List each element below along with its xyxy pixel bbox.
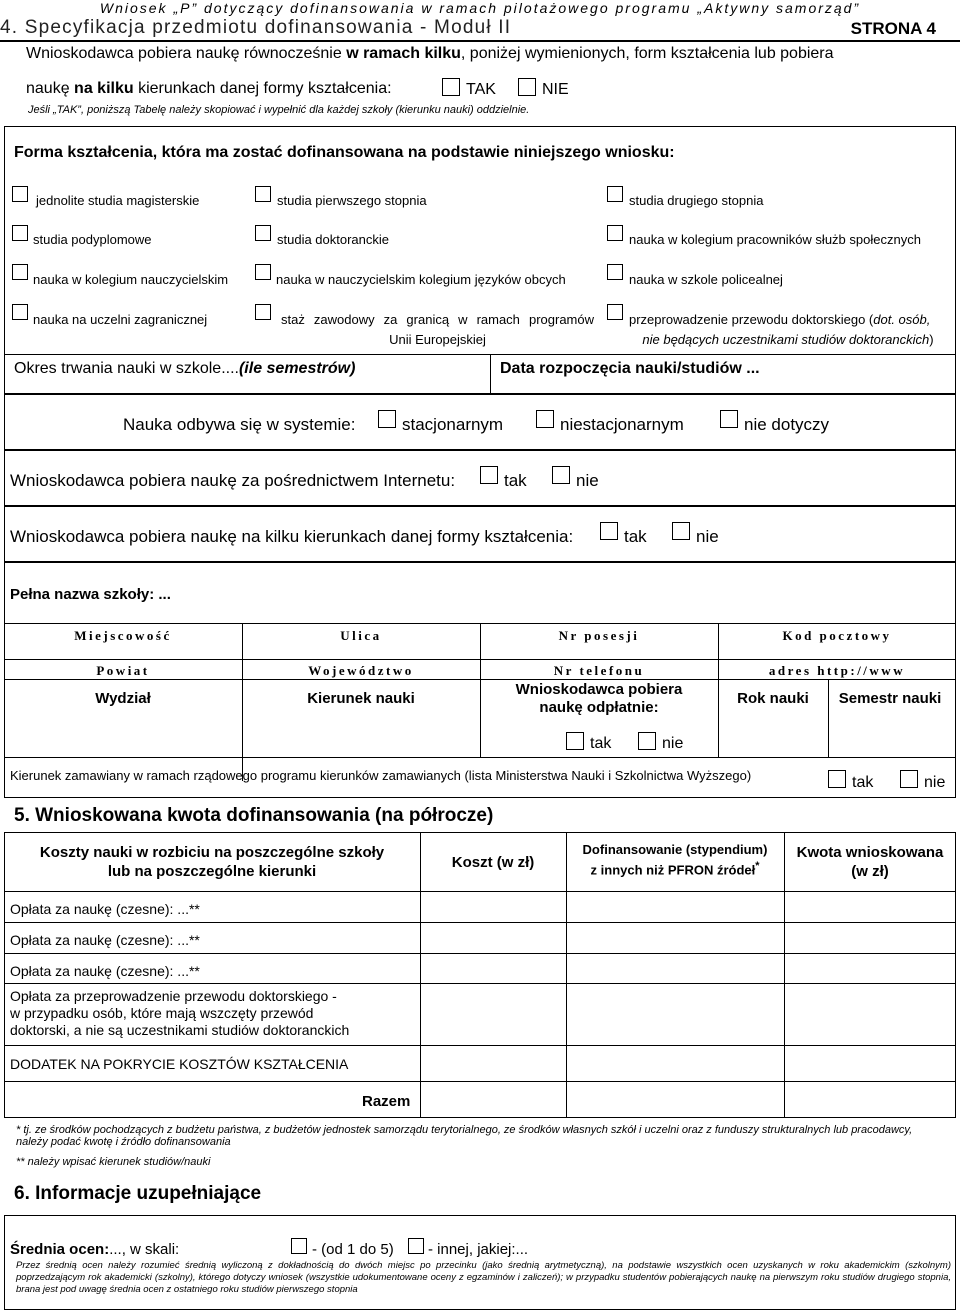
system-stacjonarnym-checkbox[interactable] (378, 410, 396, 428)
page-label: STRONA 4 (850, 19, 936, 38)
s5-rule-6 (4, 1081, 956, 1082)
s5-col2: Koszt (w zł) (451, 854, 535, 871)
kilku-tak-checkbox[interactable] (600, 522, 618, 540)
school-kierunek: Kierunek nauki (307, 690, 415, 707)
s5-rule-5 (4, 1045, 956, 1046)
internet-nie-checkbox[interactable] (552, 466, 570, 484)
school-paid-nie-label: nie (662, 735, 684, 752)
header-rule (0, 40, 960, 42)
checkbox-policealna[interactable] (607, 264, 623, 280)
checkbox-zagraniczna[interactable] (12, 304, 28, 320)
intro-note: Jeśli „TAK”, poniższą Tabelę należy skopiować i wypełnić dla każdej szkoły (kierunku nauki) oddzielnie. (28, 104, 530, 116)
checkbox-kolegium-jezykow[interactable] (255, 264, 271, 280)
system-stacjonarnym-label: stacjonarnym (402, 415, 504, 434)
s5-col3-a: Dofinansowanie (stypendium) (582, 842, 768, 857)
checkbox-doktoranckie[interactable] (255, 225, 271, 241)
s5-col1-b: lub na poszczególne kierunki (107, 863, 317, 880)
school-odplatnie-a: Wnioskodawca pobiera (515, 681, 683, 698)
school-nr-posesji: Nr posesji (558, 628, 640, 643)
school-kod: Kod pocztowy (782, 628, 892, 643)
school-semestr: Semestr nauki (838, 690, 942, 707)
s5-dodatek: DODATEK NA POKRYCIE KOSZTÓW KSZTAŁCENIA (10, 1056, 349, 1072)
option-kolegium-sluzb: nauka w kolegium pracowników służb społecznych (629, 232, 921, 247)
option-jednolite: jednolite studia magisterskie (36, 193, 200, 208)
intro-nie-label: NIE (542, 81, 569, 98)
s5-doktor-2: w przypadku osób, które mają wszczęty przewód (10, 1005, 314, 1021)
school-rule-2 (4, 659, 956, 660)
school-rule-3 (4, 679, 956, 680)
s5-doktor-1: Opłata za przeprowadzenie przewodu doktorskiego - (10, 988, 337, 1004)
option-staz-line1: staż zawodowy za granicą w ramach programów (281, 312, 594, 327)
internet-tak-label: tak (504, 471, 527, 490)
s5-razem: Razem (362, 1093, 411, 1110)
s5-row-czesne-2[interactable]: Opłata za naukę (czesne): ...** (10, 932, 200, 948)
s5-doktor-3: doktorski, a nie są uczestnikami studiów doktoranckich (10, 1022, 350, 1038)
intro-nie-checkbox[interactable] (518, 78, 536, 96)
school-wydzial: Wydział (95, 690, 151, 707)
intro-tak-label: TAK (466, 81, 496, 98)
checkbox-staz[interactable] (255, 304, 271, 320)
school-paid-nie-checkbox[interactable] (638, 732, 656, 750)
form-section-title: Forma kształcenia, która ma zostać dofinansowana na podstawie niniejszego wniosku: (14, 144, 675, 161)
school-powiat: Powiat (96, 663, 150, 678)
internet-label: Wnioskodawca pobiera naukę za pośrednictwem Internetu: (10, 471, 456, 490)
section-title: 4. Specyfikacja przedmiotu dofinansowania - Moduł II (0, 17, 512, 38)
s5-col4-b: (w zł) (851, 863, 889, 880)
s5-rule-1 (4, 891, 956, 892)
internet-tak-checkbox[interactable] (480, 466, 498, 484)
srednia-line: Średnia ocen:..., w skali: (10, 1241, 180, 1258)
option-doktoranckie: studia doktoranckie (277, 232, 390, 247)
checkbox-jednolite[interactable] (12, 186, 28, 202)
option-policealna: nauka w szkole policealnej (629, 272, 783, 287)
school-rok: Rok nauki (737, 690, 809, 707)
skala-1-5-label: - (od 1 do 5) (312, 1241, 394, 1258)
skala-1-5-checkbox[interactable] (291, 1238, 307, 1254)
zamawiany-nie-label: nie (924, 774, 946, 791)
option-kolegium-jezykow: nauka w nauczycielskim kolegium języków obcych (276, 272, 566, 287)
section5-title: 5. Wnioskowana kwota dofinansowania (na półrocze) (14, 805, 494, 826)
s5-row-czesne-3[interactable]: Opłata za naukę (czesne): ...** (10, 963, 200, 979)
system-niestacjonarnym-checkbox[interactable] (536, 410, 554, 428)
school-ulica: Ulica (340, 628, 382, 643)
school-odplatnie-b: naukę odpłatnie: (539, 699, 659, 716)
option-kolegium-naucz: nauka w kolegium nauczycielskim (33, 272, 229, 287)
section6-note: Przez średnią ocen należy rozumieć średnią wyliczoną z dokładnością do dwóch miejsc po przecinku (jako średnią arytmetyczną), na podstawie wszystkich ocen uzyskanych w roku akademickim (szkolnym) poprzedzającym rok akademicki (szkolny), którego dotyczy wniosek (wszystkie udokumentowane oceny z egzaminów i zaliczeń); w przypadku studentów pobierających naukę na pierwszym roku studiów drugiego stopnia, brana jest pod uwagę średnia ocen z ostatniego roku studiów pierwszego stopnia (16, 1260, 951, 1295)
school-rule-4 (4, 757, 956, 758)
kilku-label: Wnioskodawca pobiera naukę na kilku kierunkach danej formy kształcenia: (10, 527, 574, 546)
option-przewod-line1: przeprowadzenie przewodu doktorskiego (dot. osób, (629, 312, 931, 327)
kilku-nie-label: nie (696, 527, 719, 546)
form-okres-divider (490, 354, 491, 394)
intro-line1: Wnioskodawca pobiera naukę równocześnie w ramach kilku, poniżej wymienionych, form kształcenia lub pobiera (26, 45, 834, 62)
program-line: Wniosek „P” dotyczący dofinansowania w ramach pilotażowego programu „Aktywny samorząd” (99, 0, 861, 16)
school-vline-4 (828, 679, 829, 757)
s5-vline-1 (420, 832, 421, 1118)
s5-rule-4 (4, 983, 956, 984)
s5-col4-a: Kwota wnioskowana (796, 844, 944, 861)
s5-footnote-2: ** należy wpisać kierunek studiów/nauki (16, 1156, 211, 1168)
option-podyplomowe: studia podyplomowe (33, 232, 152, 247)
skala-inna-label: - innej, jakiej:... (428, 1241, 529, 1258)
checkbox-pierwszego[interactable] (255, 186, 271, 202)
s5-footnote-1: * tj. ze środków pochodzących z budżetu państwa, z budżetów jednostek samorządu terytorialnego, ze środków własnych szkół i uczelni oraz z funduszy strukturalnych lub pracodawcy, należy podać kwotę i źródło dofinansowania (16, 1124, 913, 1148)
form-okres-rule (4, 354, 956, 355)
kilku-nie-checkbox[interactable] (672, 522, 690, 540)
internet-nie-label: nie (576, 471, 599, 490)
option-przewod-line2: nie będących uczestnikami studiów doktoranckich) (642, 332, 934, 347)
school-paid-tak-checkbox[interactable] (566, 732, 584, 750)
zamawiany-tak-checkbox[interactable] (828, 770, 846, 788)
option-zagraniczna: nauka na uczelni zagranicznej (33, 312, 208, 327)
intro-line2: naukę na kilku kierunkach danej formy kształcenia: (26, 80, 392, 97)
skala-inna-checkbox[interactable] (408, 1238, 424, 1254)
system-nie-dotyczy-checkbox[interactable] (720, 410, 738, 428)
school-telefon: Nr telefonu (553, 663, 645, 678)
intro-tak-checkbox[interactable] (442, 78, 460, 96)
system-nie-dotyczy-label: nie dotyczy (744, 415, 830, 434)
school-www: adres http://www (768, 663, 906, 678)
checkbox-kolegium-sluzb[interactable] (607, 225, 623, 241)
zamawiany-tak-label: tak (852, 774, 874, 791)
kilku-tak-label: tak (624, 527, 647, 546)
s5-col3-b: z innych niż PFRON źródeł* (590, 860, 760, 878)
checkbox-podyplomowe[interactable] (12, 225, 28, 241)
zamawiany-nie-checkbox[interactable] (900, 770, 918, 788)
system-niestacjonarnym-label: niestacjonarnym (560, 415, 684, 434)
option-staz-line2: Unii Europejskiej (389, 332, 486, 347)
school-zamawiany: Kierunek zamawiany w ramach rządowego programu kierunków zamawianych (lista Ministerstwa Nauki i Szkolnictwa Wyższego) (10, 768, 752, 783)
okres-field[interactable]: Okres trwania nauki w szkole....(ile semestrów) (14, 360, 356, 377)
school-paid-tak-label: tak (590, 735, 612, 752)
option-drugiego: studia drugiego stopnia (629, 193, 764, 208)
s5-row-czesne-1[interactable]: Opłata za naukę (czesne): ...** (10, 901, 200, 917)
system-label: Nauka odbywa się w systemie: (123, 415, 356, 434)
data-rozpoczecia-field[interactable]: Data rozpoczęcia nauki/studiów ... (500, 360, 760, 377)
section6-title: 6. Informacje uzupełniające (14, 1183, 262, 1204)
s5-rule-3 (4, 953, 956, 954)
option-pierwszego: studia pierwszego stopnia (277, 193, 427, 208)
checkbox-drugiego[interactable] (607, 186, 623, 202)
school-name-field[interactable]: Pełna nazwa szkoły: ... (10, 586, 171, 603)
s5-col1-a: Koszty nauki w rozbiciu na poszczególne szkoły (39, 844, 385, 861)
checkbox-przewod[interactable] (607, 304, 623, 320)
school-miejscowosc: Miejscowość (74, 628, 172, 643)
s5-rule-2 (4, 922, 956, 923)
school-wojewodztwo: Województwo (308, 663, 414, 678)
checkbox-kolegium-naucz[interactable] (12, 264, 28, 280)
